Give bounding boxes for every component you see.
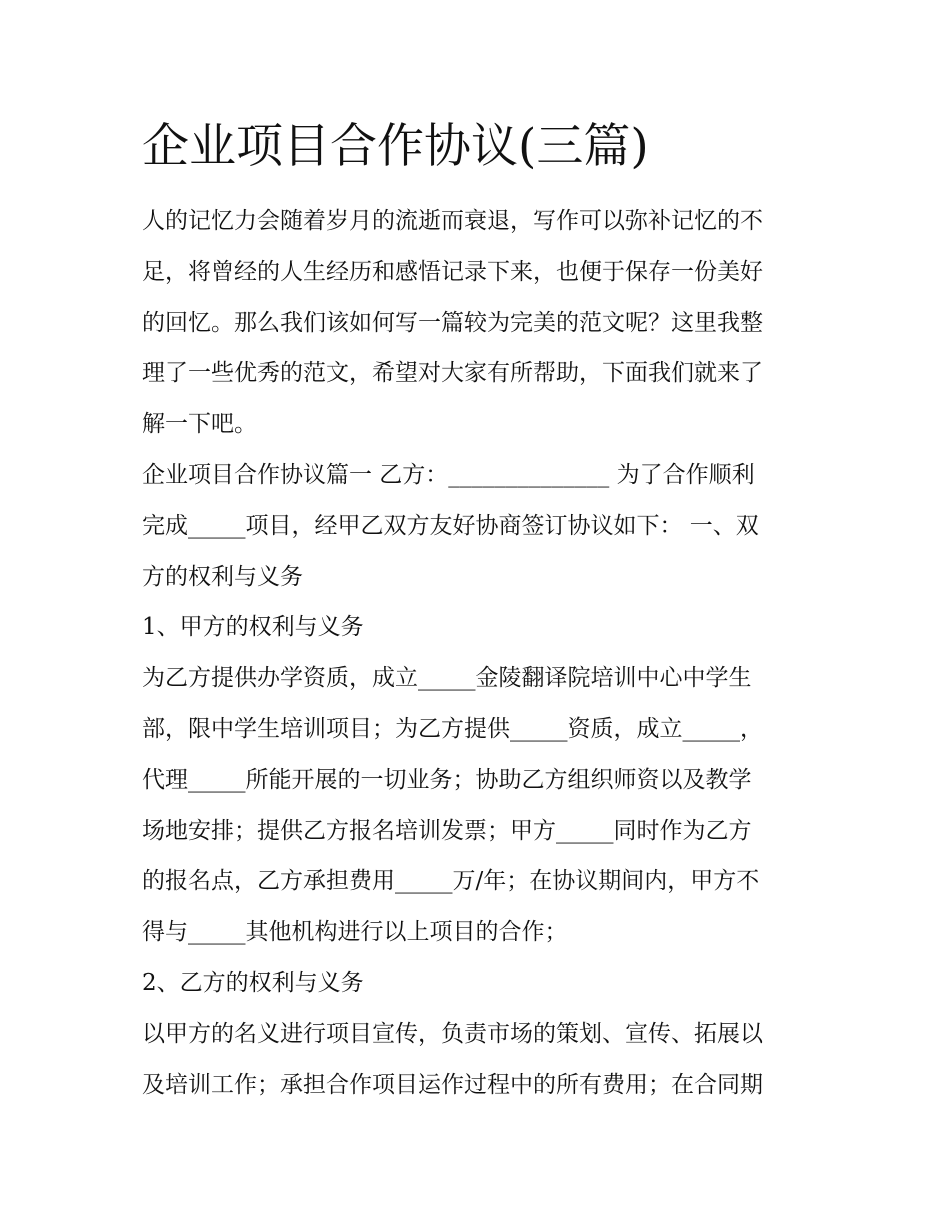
- body-line: 代理_____所能开展的一切业务；协助乙方组织师资以及教学: [142, 766, 752, 793]
- body-line: 理了一些优秀的范文，希望对大家有所帮助，下面我们就来了: [142, 360, 763, 387]
- body-line: 足，将曾经的人生经历和感悟记录下来，也便于保存一份美好: [142, 258, 763, 285]
- body-line: 场地安排；提供乙方报名培训发票；甲方_____同时作为乙方: [142, 817, 752, 844]
- document-body: [142, 196, 822, 1110]
- body-line: 人的记忆力会随着岁月的流逝而衰退，写作可以弥补记忆的不: [142, 208, 763, 234]
- body-line: 为乙方提供办学资质，成立_____金陵翻译院培训中心中学生: [142, 665, 752, 692]
- body-line: 及培训工作；承担合作项目运作过程中的所有费用；在合同期: [142, 1071, 763, 1098]
- subheading-line: 1、甲方的权利与义务: [142, 614, 364, 641]
- body-line: 部，限中学生培训项目；为乙方提供_____资质，成立_____，: [142, 715, 763, 742]
- body-line: 得与_____其他机构进行以上项目的合作；: [142, 919, 568, 946]
- body-line: 的报名点，乙方承担费用_____万/年；在协议期间内，甲方不: [142, 868, 760, 895]
- body-line: 解一下吧。: [142, 411, 257, 438]
- body-line: 以甲方的名义进行项目宣传，负责市场的策划、宣传、拓展以: [142, 1020, 763, 1047]
- subheading-line: 2、乙方的权利与义务: [142, 969, 364, 996]
- document-title: 企业项目合作协议(三篇): [142, 119, 649, 174]
- body-line: 完成_____项目，经甲乙双方友好协商签订协议如下： 一、双: [142, 512, 759, 539]
- body-line: 方的权利与义务: [142, 563, 303, 590]
- body-line: 的回忆。那么我们该如何写一篇较为完美的范文呢？这里我整: [142, 309, 763, 336]
- section-heading-line: 企业项目合作协议篇一 乙方：______________ 为了合作顺利: [142, 461, 755, 488]
